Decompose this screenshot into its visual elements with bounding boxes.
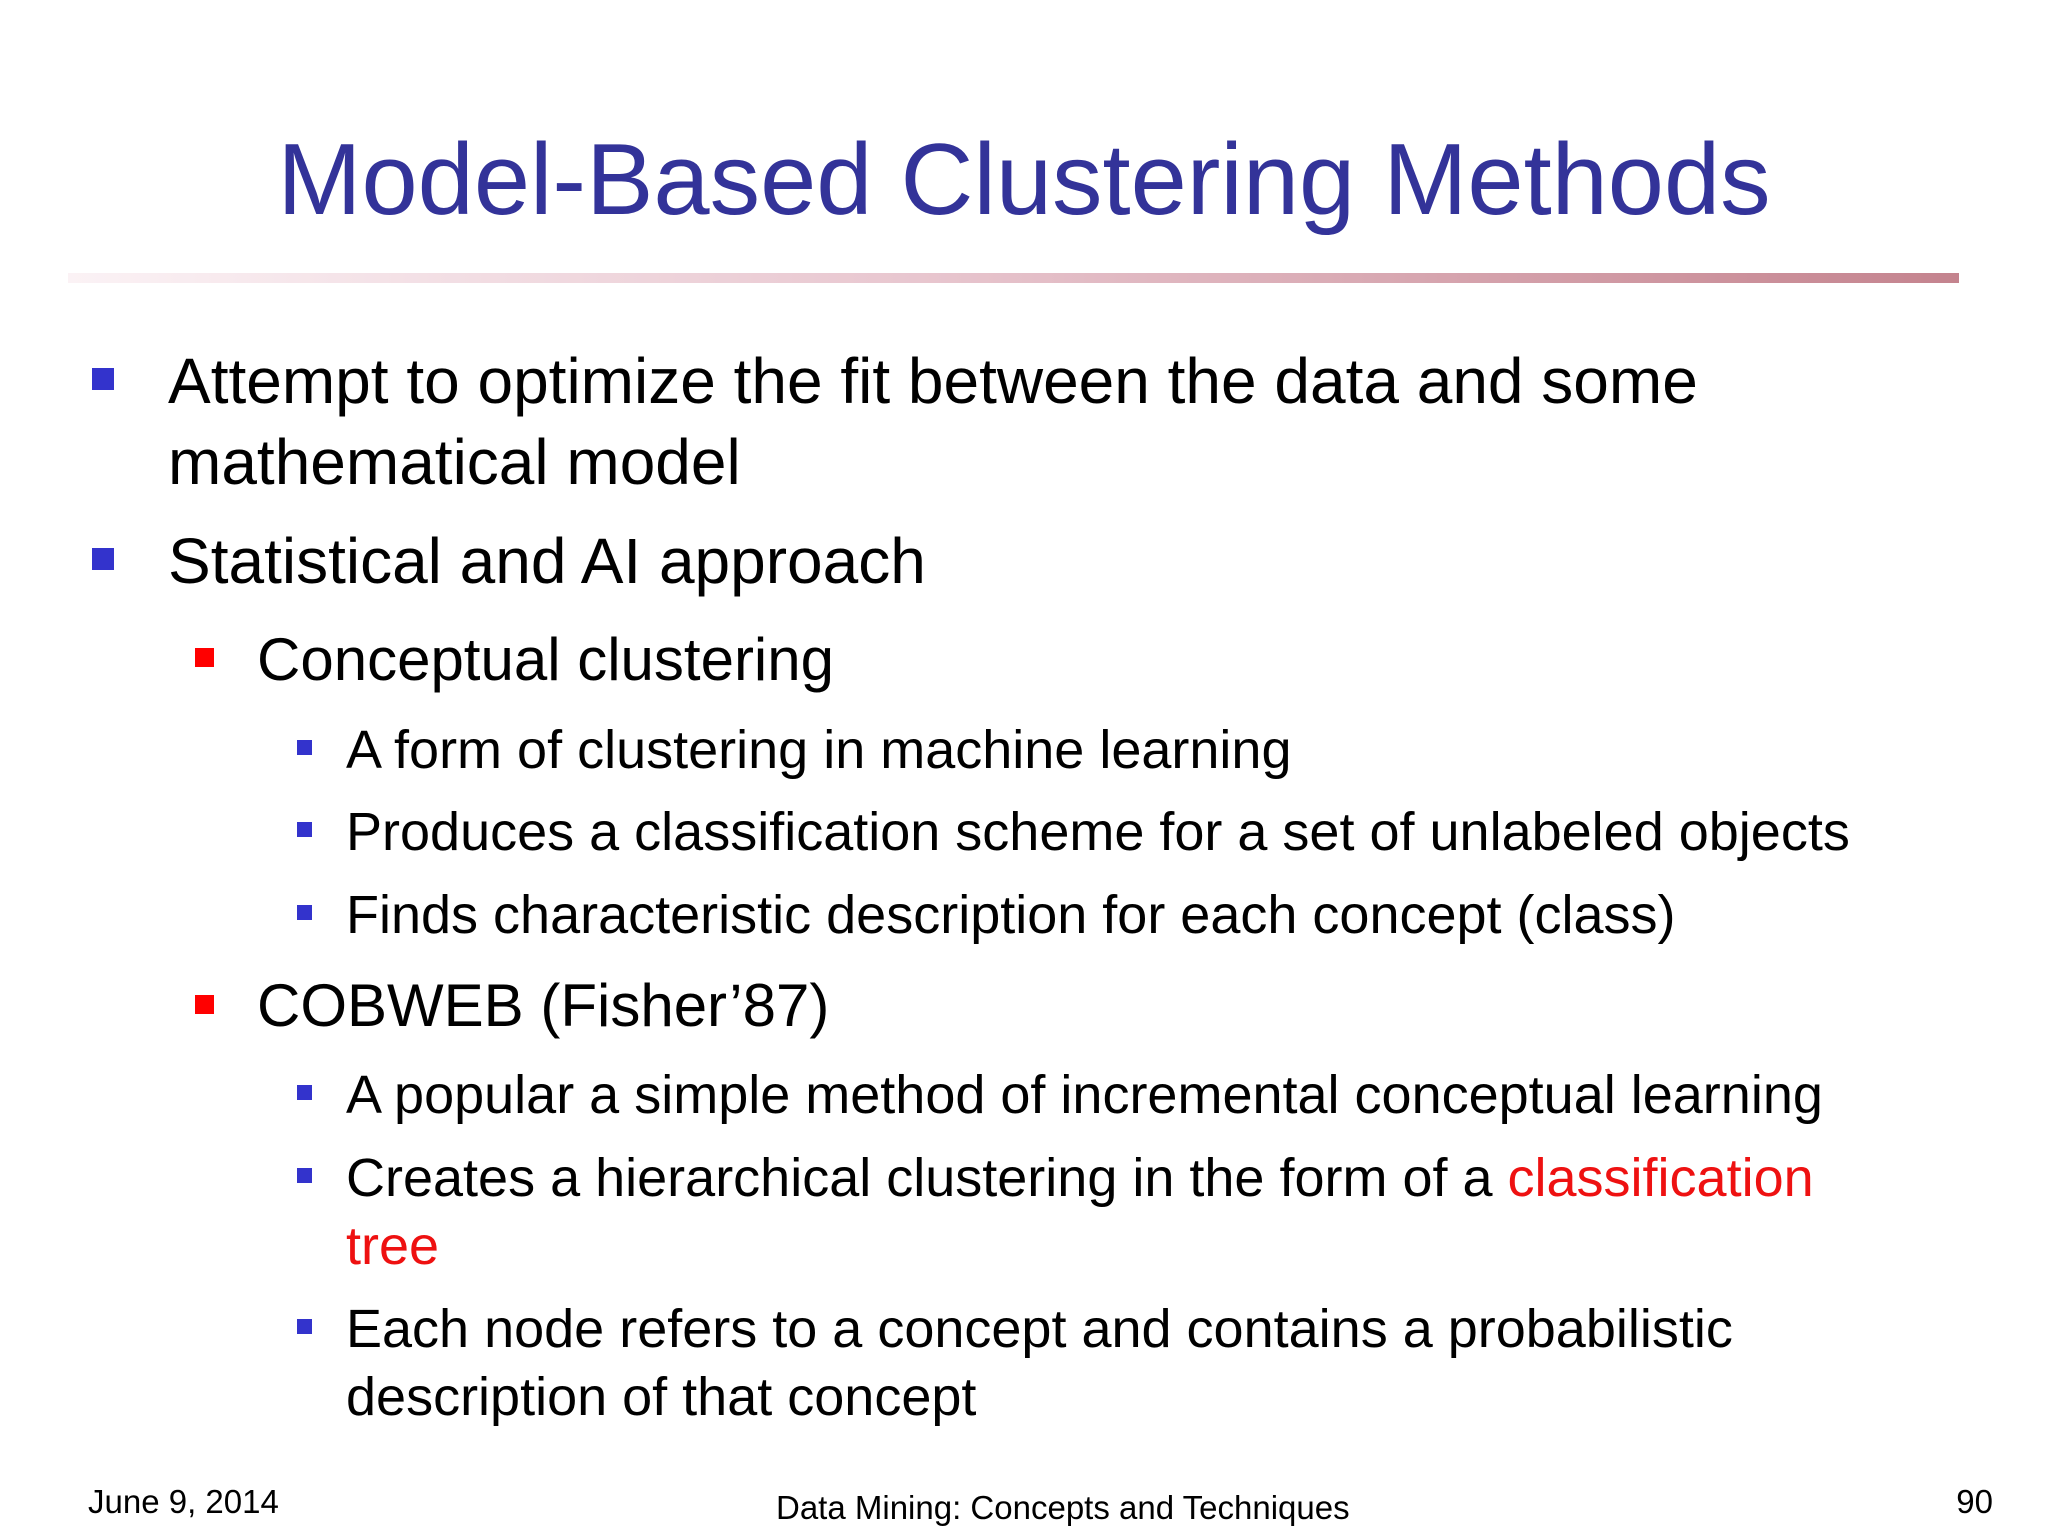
bullet-marker-icon — [297, 822, 312, 837]
slide-title: Model-Based Clustering Methods — [277, 124, 1771, 236]
bullet-marker-icon — [297, 1168, 312, 1183]
nested-bullet-text-continuation: description of that concept — [346, 1367, 977, 1427]
bullet-text: Statistical and AI approach — [168, 525, 926, 597]
bullet-marker-icon — [92, 548, 114, 570]
bullet-marker-icon — [195, 648, 214, 667]
bullet-text: Attempt to optimize the fit between the data and some — [168, 345, 1698, 417]
highlighted-term-continuation: tree — [346, 1216, 440, 1276]
bullet-marker-icon — [297, 740, 312, 755]
bullet-marker-icon — [195, 995, 214, 1014]
nested-bullet-text-part: Creates a hierarchical clustering in the form of a — [346, 1148, 1508, 1208]
highlighted-term: classification — [1507, 1148, 1814, 1208]
nested-bullet-text: Produces a classification scheme for a set of unlabeled objects — [346, 802, 1850, 862]
bullet-marker-icon — [297, 905, 312, 920]
bullet-marker-icon — [92, 368, 114, 390]
footer-title: Data Mining: Concepts and Techniques — [776, 1489, 1350, 1526]
bullet-text-continuation: mathematical model — [168, 426, 741, 498]
nested-bullet-text — [346, 1144, 1814, 1212]
sub-bullet-text: Conceptual clustering — [257, 626, 835, 693]
bullet-marker-icon — [297, 1085, 312, 1100]
bullet-marker-icon — [297, 1319, 312, 1334]
title-divider — [68, 273, 1959, 283]
nested-bullet-text: Finds characteristic description for each concept (class) — [346, 885, 1676, 945]
page-number: 90 — [1956, 1483, 1993, 1520]
nested-bullet-text: A popular a simple method of incremental conceptual learning — [346, 1065, 1823, 1125]
footer-date: June 9, 2014 — [88, 1483, 279, 1520]
sub-bullet-text: COBWEB (Fisher’87) — [257, 972, 830, 1039]
nested-bullet-text: A form of clustering in machine learning — [346, 720, 1292, 780]
nested-bullet-text: Each node refers to a concept and contains a probabilistic — [346, 1299, 1733, 1359]
